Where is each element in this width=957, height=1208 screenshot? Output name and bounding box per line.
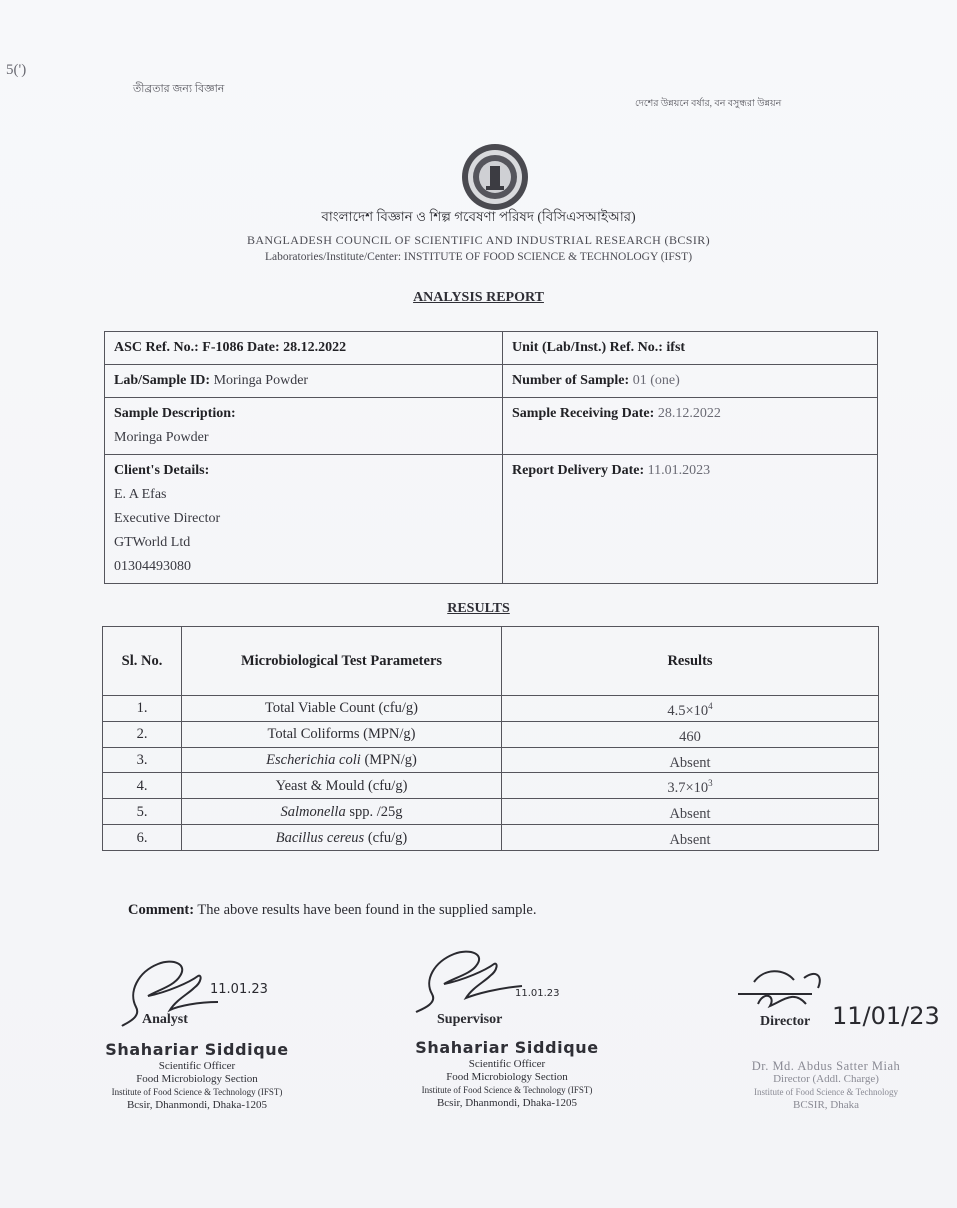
row-result-exponent: 4 [708,701,713,711]
results-header-row [103,627,879,696]
supervisor-signature [410,940,530,1018]
num-sample-label: Number of Sample: [512,373,630,388]
row-result-value: 4.5×10 [667,702,709,719]
analyst-address: Bcsir, Dhanmondi, Dhaka-1205 [126,1099,268,1111]
supervisor-block [392,1038,622,1110]
analyst-block [82,1040,312,1112]
report-title: ANALYSIS REPORT [413,290,544,305]
asc-ref: ASC Ref. No.: F-1086 Date: 28.12.2022 [114,340,347,355]
description-cell [105,398,503,455]
receiving-date-label: Sample Receiving Date: [512,406,655,421]
row-parameter-text: Total Viable Count (cfu/g) [265,700,418,717]
analyst-name: Shahariar Siddique [105,1040,289,1059]
info-row [105,455,878,584]
row-parameter-italic: Escherichia coli [266,752,361,769]
row-result-value: Absent [669,831,711,848]
supervisor-institute: Institute of Food Science & Technology (IFST) [421,1085,593,1095]
col-header-parameter: Microbiological Test Parameters [182,627,502,696]
delivery-date-cell [503,455,878,584]
delivery-date-label: Report Delivery Date: [512,463,645,478]
info-row [105,365,878,398]
col-header-sl: Sl. No. [103,627,182,696]
supervisor-date: 11.01.23 [515,988,560,999]
row-result-exponent: 3 [708,778,713,789]
analyst-institute: Institute of Food Science & Technology (IFST) [111,1087,283,1097]
row-parameter [182,799,502,825]
row-parameter [182,696,502,722]
bcsir-seal-logo [460,142,530,212]
delivery-date-value: 11.01.2023 [647,463,711,478]
row-sl: 2. [103,721,182,747]
org-lab-line: Laboratories/Institute/Center: INSTITUTE OF FOOD SCIENCE & TECHNOLOGY (IFST) [264,251,693,263]
asc-ref-cell [105,332,503,365]
row-result [502,773,879,799]
director-block [706,1060,946,1112]
unit-ref-label: Unit (Lab/Inst.) Ref. No.: [512,340,663,355]
supervisor-name: Shahariar Siddique [415,1038,599,1057]
row-result-value: 3.7×10 [667,780,709,797]
description-value: Moringa Powder [114,430,209,445]
comment [128,902,536,919]
analyst-section: Food Microbiology Section [136,1073,258,1085]
org-name-english: BANGLADESH COUNCIL OF SCIENTIFIC AND INDUSTRIAL RESEARCH (BCSIR) [246,233,711,247]
results-row [103,721,879,747]
row-parameter [182,721,502,747]
info-row [105,398,878,455]
supervisor-section: Food Microbiology Section [446,1071,568,1083]
row-parameter-text: (cfu/g) [364,829,408,846]
analyst-date: 11.01.23 [210,982,268,997]
sample-info-table [104,331,878,584]
director-signature [734,960,844,1020]
row-parameter-text: Yeast & Mould (cfu/g) [275,777,408,794]
row-parameter [182,825,502,851]
top-right-slogan: দেশের উন্নয়নে বর্ষার, বন বসুন্ধরা উন্নয়ন [635,99,782,109]
row-result [502,825,879,851]
results-row [103,799,879,825]
row-result [502,696,879,722]
unit-ref-cell [503,332,878,365]
info-row [105,332,878,365]
director-institute: Institute of Food Science & Technology [754,1087,898,1097]
num-sample-cell [503,365,878,398]
num-sample-value: 01 (one) [632,373,680,388]
supervisor-title: Scientific Officer [468,1058,546,1070]
row-sl: 4. [103,773,182,799]
sample-id-cell [105,365,503,398]
director-name: Dr. Md. Abdus Satter Miah [751,1059,901,1073]
director-date: 11/01/23 [832,1002,940,1030]
col-header-result: Results [502,627,879,696]
client-label: Client's Details: [114,463,210,478]
client-line: E. A Efas [114,487,167,502]
row-parameter-italic: Bacillus cereus [275,829,365,846]
row-parameter-text: spp. /25g [345,803,403,820]
sample-id-value: Moringa Powder [213,373,309,388]
results-title: RESULTS [447,601,510,616]
row-sl: 5. [103,799,182,825]
row-parameter-text: Total Coliforms (MPN/g) [267,726,416,743]
org-name-bengali: বাংলাদেশ বিজ্ঞান ও শিল্প গবেষণা পরিষদ (বিসিএসআইআর) [321,209,636,224]
client-line: GTWorld Ltd [114,535,191,550]
director-org: BCSIR, Dhaka [793,1099,859,1111]
director-role: Director [760,1014,811,1029]
client-line: Executive Director [114,511,221,526]
row-parameter-italic: Salmonella [280,803,346,820]
unit-ref-value: ifst [666,340,686,355]
analyst-role: Analyst [142,1012,188,1027]
results-table [102,626,879,851]
results-row [103,825,879,851]
comment-text: The above results have been found in the supplied sample. [194,902,537,918]
director-title: Director (Addl. Charge) [773,1073,879,1085]
top-left-slogan: তীব্রতার জন্য বিজ্ঞান [133,83,225,95]
sample-id-label: Lab/Sample ID: [114,373,211,388]
row-result [502,721,879,747]
results-row [103,696,879,722]
row-parameter-text: (MPN/g) [360,752,417,769]
analyst-title: Scientific Officer [158,1060,236,1072]
row-result [502,799,879,825]
client-details-cell [105,455,503,584]
margin-mark: 5(') [6,62,27,78]
receiving-date-value: 28.12.2022 [657,406,721,421]
row-result [502,747,879,773]
row-sl: 1. [103,696,182,722]
row-result-value: 460 [679,728,701,745]
results-row [103,773,879,799]
row-sl: 6. [103,825,182,851]
row-result-value: Absent [669,806,711,823]
comment-label: Comment: [128,902,195,918]
row-result-value: Absent [669,754,711,771]
row-parameter [182,773,502,799]
supervisor-address: Bcsir, Dhanmondi, Dhaka-1205 [436,1097,578,1109]
supervisor-role: Supervisor [437,1012,503,1027]
results-row [103,747,879,773]
client-line: 01304493080 [114,559,191,574]
row-parameter [182,747,502,773]
receiving-date-cell [503,398,878,455]
row-sl: 3. [103,747,182,773]
description-label: Sample Description: [114,406,236,421]
